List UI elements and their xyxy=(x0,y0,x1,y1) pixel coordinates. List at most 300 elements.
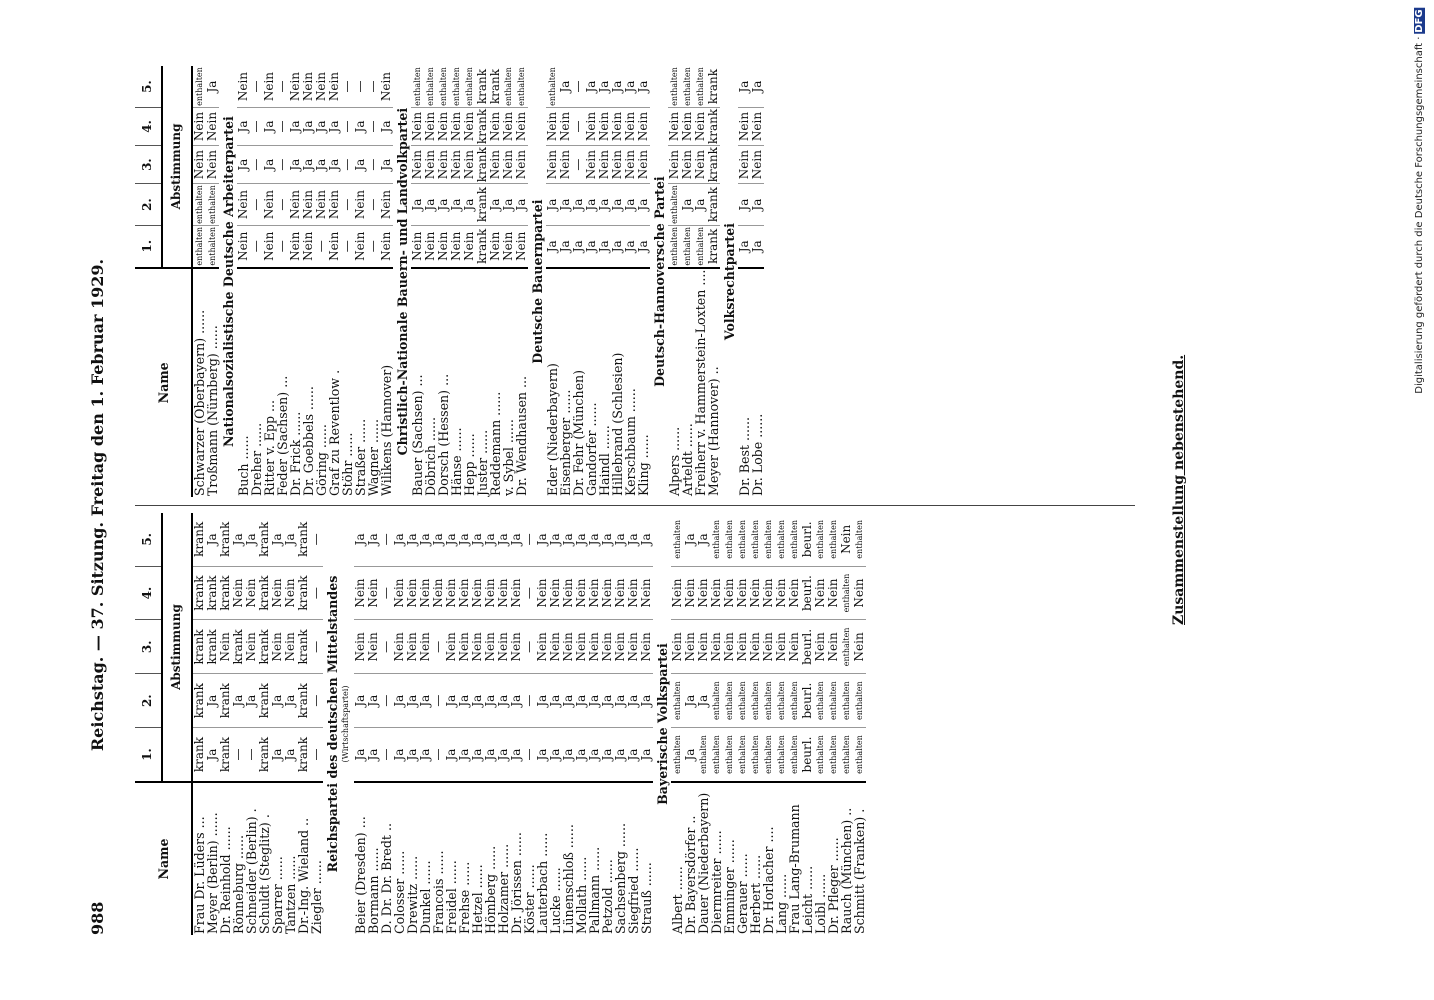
vote-cell: enthalten xyxy=(710,728,723,782)
vote-cell: Ja xyxy=(549,728,562,782)
vote-cell: Nein xyxy=(380,184,393,226)
page-number: 988 xyxy=(88,901,107,935)
vote-cell: enthalten xyxy=(710,674,723,728)
vote-cell: Ja xyxy=(458,674,471,728)
member-name: Rönneburg ...... xyxy=(232,782,245,935)
vote-cell: Ja xyxy=(354,674,367,728)
member-name: Dr. Pfleger ...... xyxy=(827,782,840,935)
member-name: Dreher ...... xyxy=(250,268,263,497)
vote-cell: Nein xyxy=(237,225,250,267)
vote-cell: Ja xyxy=(614,513,627,566)
vote-cell: Ja xyxy=(458,513,471,566)
vote-cell: — xyxy=(250,146,263,184)
vote-cell: Ja xyxy=(237,146,250,184)
vote-cell: Ja xyxy=(614,728,627,782)
vote-cell: Ja xyxy=(302,107,315,145)
column-divider xyxy=(135,505,1135,506)
vote-cell: enthalten xyxy=(736,513,749,566)
vote-cell: krank xyxy=(192,566,206,620)
member-name: Lünenschloß ...... xyxy=(562,782,575,935)
member-name: Dauer (Niederbayern) xyxy=(697,782,710,935)
vote-number-header: 4. xyxy=(135,107,162,145)
vote-cell: enthalten xyxy=(671,513,684,566)
vote-cell: Nein xyxy=(489,225,502,267)
vote-cell: Nein xyxy=(637,146,650,184)
vote-cell: — xyxy=(341,107,354,145)
vote-cell: — xyxy=(523,566,536,620)
vote-cell: Ja xyxy=(354,513,367,566)
member-name: Feder (Sachsen) ... xyxy=(276,268,289,497)
vote-cell: — xyxy=(367,146,380,184)
vote-cell: Ja xyxy=(206,66,219,107)
vote-cell: Nein xyxy=(549,566,562,620)
vote-cell: — xyxy=(432,728,445,782)
member-name: Loibl ...... xyxy=(814,782,827,935)
vote-number-header: 2. xyxy=(135,674,162,728)
vote-cell: Nein xyxy=(510,620,523,674)
vote-cell: Ja xyxy=(393,513,406,566)
vote-cell: Nein xyxy=(694,107,707,145)
vote-cell: Ja xyxy=(575,513,588,566)
member-name: Juster ...... xyxy=(476,268,489,497)
vote-cell: Nein xyxy=(697,620,710,674)
vote-cell: Nein xyxy=(289,225,302,267)
vote-number-header: 1. xyxy=(135,225,162,267)
member-name: Sachsenberg ...... xyxy=(614,782,627,935)
vote-cell: Ja xyxy=(245,513,258,566)
vote-cell: Nein xyxy=(328,225,341,267)
vote-cell: Ja xyxy=(611,66,624,107)
party-heading xyxy=(219,66,237,497)
vote-cell: Ja xyxy=(559,225,572,267)
dfg-logo: DFG xyxy=(1414,9,1425,33)
vote-cell: Ja xyxy=(510,728,523,782)
vote-cell: Ja xyxy=(627,513,640,566)
vote-cell: — xyxy=(232,728,245,782)
vote-cell: enthalten xyxy=(517,67,526,106)
vote-cell: — xyxy=(310,566,323,620)
vote-cell: Ja xyxy=(510,674,523,728)
vote-cell: Nein xyxy=(393,566,406,620)
party-heading-cell xyxy=(393,66,411,497)
vote-cell: Nein xyxy=(611,146,624,184)
vote-cell: — xyxy=(276,184,289,226)
member-row xyxy=(762,513,775,935)
member-row xyxy=(640,513,653,935)
vote-cell: Ja xyxy=(611,184,624,226)
vote-cell: enthalten xyxy=(775,728,788,782)
member-name: Dr. Horlacher .... xyxy=(762,782,775,935)
vote-cell: enthalten xyxy=(853,728,866,782)
vote-cell: Nein xyxy=(245,566,258,620)
vote-cell: — xyxy=(367,107,380,145)
vote-cell: Ja xyxy=(237,107,250,145)
vote-cell: enthalten xyxy=(749,513,762,566)
vote-cell: Nein xyxy=(723,566,736,620)
vote-cell: Ja xyxy=(562,513,575,566)
vote-cell: Ja xyxy=(484,513,497,566)
member-row xyxy=(707,66,720,497)
vote-cell: enthalten xyxy=(548,67,557,106)
vote-cell: enthalten xyxy=(775,513,788,566)
vote-cell: Ja xyxy=(751,225,764,267)
member-name: Bauer (Sachsen) ... xyxy=(411,268,424,497)
left-vote-column xyxy=(135,513,866,935)
vote-cell: Ja xyxy=(445,674,458,728)
member-name: Colosser ...... xyxy=(393,782,406,935)
right-vote-table xyxy=(135,66,764,497)
vote-cell: Ja xyxy=(471,674,484,728)
vote-cell: enthalten xyxy=(465,67,474,106)
vote-cell: — xyxy=(310,728,323,782)
member-name: Dr. Bayersdörfer .. xyxy=(684,782,697,935)
member-row xyxy=(206,66,219,497)
vote-cell: Nein xyxy=(827,620,840,674)
vote-cell: — xyxy=(341,66,354,107)
vote-cell: krank xyxy=(258,566,271,620)
vote-cell: Nein xyxy=(736,620,749,674)
vote-cell: enthalten xyxy=(208,226,217,266)
vote-cell: Nein xyxy=(546,107,559,145)
vote-cell: — xyxy=(572,66,585,107)
vote-cell: Nein xyxy=(406,566,419,620)
vote-cell: Nein xyxy=(710,566,723,620)
vote-cell: Ja xyxy=(489,184,502,226)
vote-cell: enthalten xyxy=(710,513,723,566)
member-name: Kerschbaum ...... xyxy=(624,268,637,497)
vote-cell: Ja xyxy=(502,184,515,226)
vote-cell: Ja xyxy=(624,66,637,107)
vote-cell: Ja xyxy=(585,225,598,267)
vote-cell: Nein xyxy=(471,620,484,674)
vote-cell: Nein xyxy=(450,225,463,267)
member-name: Holzamer ...... xyxy=(497,782,510,935)
vote-cell: Nein xyxy=(546,146,559,184)
vote-cell: Nein xyxy=(515,107,528,145)
vote-cell: Ja xyxy=(354,146,367,184)
vote-cell: Ja xyxy=(424,184,437,226)
vote-cell: Nein xyxy=(354,620,367,674)
vote-cell: Ja xyxy=(738,184,751,226)
member-name: Frau Dr. Lüders ... xyxy=(192,782,206,935)
member-name: Mollath ...... xyxy=(575,782,588,935)
vote-cell: Nein xyxy=(762,566,775,620)
vote-cell: Nein xyxy=(585,107,598,145)
dfg-sidebar-text: Digitalisierung gefördert durch die Deutsche Forschungsgemeinschaft · xyxy=(1414,33,1425,394)
vote-cell: Ja xyxy=(598,184,611,226)
vote-cell: Nein xyxy=(458,620,471,674)
footer-note: Zusammenstellung nebenstehend. xyxy=(1171,354,1187,625)
vote-cell: krank xyxy=(707,184,720,226)
member-name: Buch ...... xyxy=(237,268,250,497)
vote-number-header: 2. xyxy=(135,184,162,226)
vote-cell: Ja xyxy=(419,674,432,728)
vote-cell: Nein xyxy=(751,107,764,145)
vote-cell: Nein xyxy=(559,107,572,145)
vote-cell: enthalten xyxy=(788,728,801,782)
vote-cell: Nein xyxy=(219,620,232,674)
vote-cell: Nein xyxy=(588,620,601,674)
vote-cell: krank xyxy=(489,66,502,107)
vote-cell: Ja xyxy=(463,184,476,226)
member-row xyxy=(380,66,393,497)
party-heading xyxy=(720,66,738,497)
vote-cell: Ja xyxy=(328,107,341,145)
member-row xyxy=(751,66,764,497)
vote-cell: krank xyxy=(476,184,489,226)
member-name: Beier (Dresden) ... xyxy=(354,782,367,935)
vote-cell: — xyxy=(380,566,393,620)
vote-cell: Nein xyxy=(271,566,284,620)
vote-cell: enthalten xyxy=(208,185,217,224)
vote-cell: enthalten xyxy=(413,67,422,106)
vote-cell: enthalten xyxy=(439,67,448,106)
party-name: Bayerische Volkspartei xyxy=(655,643,670,805)
vote-cell: Ja xyxy=(411,184,424,226)
vote-cell: Nein xyxy=(354,184,367,226)
vote-cell: Nein xyxy=(424,146,437,184)
vote-cell: Ja xyxy=(515,184,528,226)
vote-cell: Nein xyxy=(775,620,788,674)
vote-cell: Ja xyxy=(419,728,432,782)
vote-cell: beurl. xyxy=(801,566,814,620)
vote-cell: Nein xyxy=(510,566,523,620)
member-name: Eder (Niederbayern) xyxy=(546,268,559,497)
member-name: Köster ...... xyxy=(523,782,536,935)
vote-cell: krank xyxy=(297,728,310,782)
vote-cell: Ja xyxy=(637,184,650,226)
vote-cell: Nein xyxy=(637,107,650,145)
vote-cell: Nein xyxy=(853,566,866,620)
vote-cell: Nein xyxy=(424,107,437,145)
vote-cell: Nein xyxy=(694,146,707,184)
vote-cell: Ja xyxy=(536,513,549,566)
vote-cell: Ja xyxy=(697,674,710,728)
vote-cell: enthalten xyxy=(788,674,801,728)
vote-cell: krank xyxy=(192,728,206,782)
vote-cell: Ja xyxy=(640,513,653,566)
vote-cell: — xyxy=(341,146,354,184)
vote-cell: Nein xyxy=(562,566,575,620)
vote-cell: Nein xyxy=(598,146,611,184)
vote-cell: Nein xyxy=(559,146,572,184)
member-name: Bormann ...... xyxy=(367,782,380,935)
vote-cell: Nein xyxy=(502,146,515,184)
vote-cell: — xyxy=(367,184,380,226)
vote-cell: Ja xyxy=(640,674,653,728)
vote-cell: Ja xyxy=(484,728,497,782)
member-name: Dr. Fehr (München) xyxy=(572,268,585,497)
name-column-header: Name xyxy=(135,782,192,935)
vote-cell: Nein xyxy=(601,620,614,674)
vote-cell: Nein xyxy=(549,620,562,674)
vote-cell: Nein xyxy=(668,107,681,145)
party-name: Christlich-Nationale Bauern- und Landvolkpartei xyxy=(395,107,410,456)
vote-cell: Nein xyxy=(206,146,219,184)
vote-cell: Ja xyxy=(484,674,497,728)
vote-cell: Ja xyxy=(232,674,245,728)
vote-cell: — xyxy=(250,66,263,107)
vote-cell: enthalten xyxy=(749,674,762,728)
vote-cell: krank xyxy=(476,66,489,107)
vote-cell: Nein xyxy=(681,146,694,184)
vote-cell: enthalten xyxy=(670,67,679,106)
vote-cell: Nein xyxy=(614,566,627,620)
vote-cell: Ja xyxy=(572,225,585,267)
vote-cell: Ja xyxy=(684,674,697,728)
vote-cell: Ja xyxy=(406,513,419,566)
vote-cell: Ja xyxy=(640,728,653,782)
member-name: Graf zu Reventlow . xyxy=(328,268,341,497)
member-name: Freiherr v. Hammerstein-Loxten .... xyxy=(693,269,708,496)
party-name: Deutsch-Hannoversche Partei xyxy=(652,176,667,387)
vote-cell: Nein xyxy=(681,107,694,145)
vote-cell: Nein xyxy=(536,620,549,674)
member-row xyxy=(637,66,650,497)
party-name: Nationalsozialistische Deutsche Arbeiterpartei xyxy=(221,116,236,448)
vote-cell: Nein xyxy=(328,184,341,226)
vote-cell: Ja xyxy=(245,674,258,728)
member-name: Lauterbach ...... xyxy=(536,782,549,935)
vote-cell: Nein xyxy=(515,146,528,184)
vote-number-header: 4. xyxy=(135,566,162,620)
member-name: Emminger ...... xyxy=(723,782,736,935)
member-name: Sparrer ...... xyxy=(271,782,284,935)
vote-cell: Ja xyxy=(367,728,380,782)
vote-cell: — xyxy=(276,225,289,267)
member-name: Schmitt (Franken) . xyxy=(853,782,866,935)
member-name: Schneider (Berlin) . xyxy=(245,782,258,935)
vote-cell: Ja xyxy=(471,728,484,782)
member-name: Göring ...... xyxy=(315,268,328,497)
vote-cell: enthalten xyxy=(814,513,827,566)
vote-cell: — xyxy=(341,184,354,226)
left-vote-table xyxy=(135,513,866,935)
member-name: Leicht ...... xyxy=(801,782,814,935)
vote-cell: Ja xyxy=(271,728,284,782)
member-row xyxy=(310,513,323,935)
vote-cell: Nein xyxy=(614,620,627,674)
vote-cell: Nein xyxy=(192,107,206,145)
vote-cell: Ja xyxy=(572,184,585,226)
party-heading xyxy=(653,513,671,935)
vote-cell: Nein xyxy=(710,620,723,674)
member-name: Albert ...... xyxy=(671,782,684,935)
right-vote-column xyxy=(135,67,765,497)
vote-cell: Ja xyxy=(637,225,650,267)
vote-cell: Ja xyxy=(598,66,611,107)
vote-cell: Ja xyxy=(263,146,276,184)
vote-cell: Ja xyxy=(437,184,450,226)
vote-cell: krank xyxy=(232,620,245,674)
vote-cell: Nein xyxy=(450,146,463,184)
vote-cell: Nein xyxy=(640,566,653,620)
party-heading xyxy=(650,66,668,497)
vote-cell: Nein xyxy=(263,225,276,267)
vote-cell: Nein xyxy=(237,184,250,226)
vote-cell: Nein xyxy=(445,566,458,620)
vote-cell: Ja xyxy=(367,674,380,728)
member-name: Francois ...... xyxy=(432,782,445,935)
vote-cell: Ja xyxy=(536,674,549,728)
vote-cell: Nein xyxy=(736,566,749,620)
vote-cell: krank xyxy=(475,147,489,183)
vote-cell: krank xyxy=(206,620,219,674)
vote-cell: Ja xyxy=(751,184,764,226)
member-name: Meyer (Hannover) .. xyxy=(707,268,720,497)
vote-cell: Nein xyxy=(445,620,458,674)
vote-cell: — xyxy=(523,674,536,728)
member-name: Eisenberger ...... xyxy=(559,268,572,497)
vote-cell: Ja xyxy=(354,728,367,782)
rotated-page-content xyxy=(80,67,1190,935)
vote-cell: beurl. xyxy=(801,620,814,674)
member-name: Petzold ...... xyxy=(601,782,614,935)
vote-cell: Nein xyxy=(484,620,497,674)
member-name: Hepp ...... xyxy=(463,268,476,497)
vote-cell: Nein xyxy=(406,620,419,674)
member-name: Wilikens (Hannover) xyxy=(380,268,393,497)
vote-cell: Nein xyxy=(502,107,515,145)
abstimmung-header: Abstimmung xyxy=(162,66,192,267)
vote-cell: krank xyxy=(258,728,271,782)
vote-cell: Nein xyxy=(380,225,393,267)
vote-cell: enthalten xyxy=(762,513,775,566)
vote-cell: Ja xyxy=(393,674,406,728)
vote-cell: Nein xyxy=(762,620,775,674)
vote-cell: Nein xyxy=(814,620,827,674)
vote-cell: Nein xyxy=(315,66,328,107)
member-name: Diermreiter ...... xyxy=(710,782,723,935)
member-name: Wagner ...... xyxy=(367,268,380,497)
member-name: Arteldt ...... xyxy=(681,268,694,497)
vote-cell: — xyxy=(310,513,323,566)
vote-cell: Ja xyxy=(471,513,484,566)
vote-cell: Nein xyxy=(601,566,614,620)
vote-cell: Nein xyxy=(624,107,637,145)
vote-cell: Ja xyxy=(588,674,601,728)
vote-cell: Ja xyxy=(497,513,510,566)
vote-cell: Nein xyxy=(463,146,476,184)
vote-cell: krank xyxy=(706,147,720,183)
vote-cell: enthalten xyxy=(697,728,710,782)
member-name: Kling ...... xyxy=(637,268,650,497)
vote-cell: Nein xyxy=(502,225,515,267)
vote-cell: Nein xyxy=(411,107,424,145)
vote-cell: Ja xyxy=(624,184,637,226)
member-name: Tantzen ...... xyxy=(284,782,297,935)
vote-cell: Ja xyxy=(367,513,380,566)
member-name: Hömberg ...... xyxy=(484,782,497,935)
party-heading-cell xyxy=(323,513,354,935)
vote-cell: — xyxy=(250,184,263,226)
vote-cell: Ja xyxy=(575,728,588,782)
member-name: Dr. Jörissen ...... xyxy=(510,782,523,935)
vote-cell: enthalten xyxy=(840,728,853,782)
member-name: Rauch (München) .. xyxy=(840,782,853,935)
vote-cell: Nein xyxy=(627,620,640,674)
vote-cell: enthalten xyxy=(814,728,827,782)
vote-cell: Ja xyxy=(694,184,707,226)
vote-cell: Nein xyxy=(437,107,450,145)
member-name: Dunkel ...... xyxy=(419,782,432,935)
member-name: Siegfried ...... xyxy=(627,782,640,935)
vote-number-header: 5. xyxy=(135,66,162,107)
member-name: Schwarzer (Oberbayern) ...... xyxy=(192,268,206,497)
vote-cell: Nein xyxy=(263,66,276,107)
vote-cell: Ja xyxy=(614,674,627,728)
vote-cell: — xyxy=(250,225,263,267)
